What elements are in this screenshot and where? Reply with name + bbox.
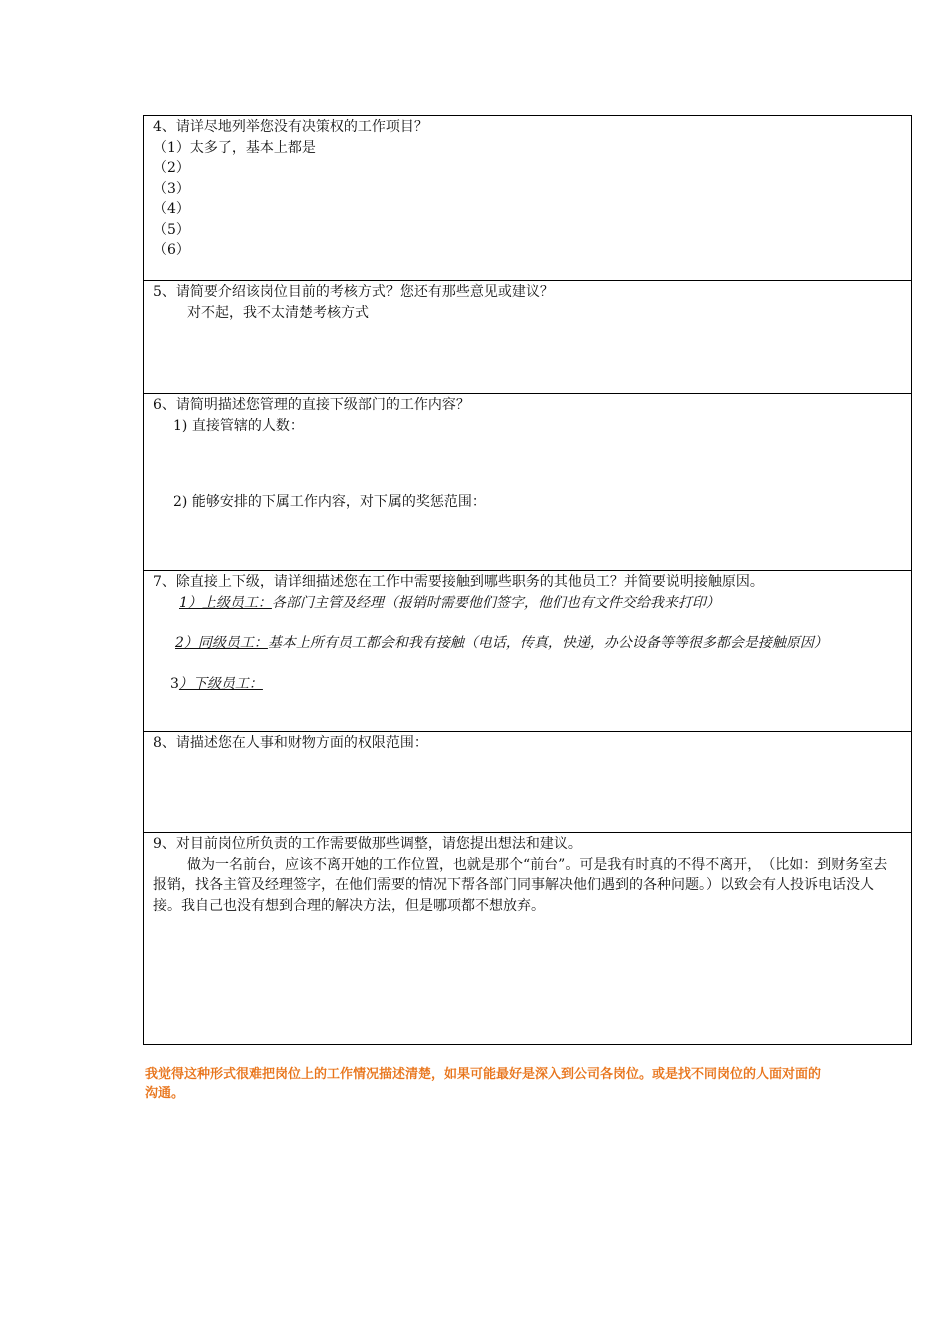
answer-9-rest: （比如：到财务室去报销，找各主管及经理签字，在他们需要的情况下帮各部门同事解决他们遇到的各种问题。）以致会有人投诉电话没人接。我自己也没有想到合理的解决方法，但是哪项都不想放弃。 bbox=[153, 856, 888, 914]
question-9-title: 9、对目前岗位所负责的工作需要做那些调整，请您提出想法和建议。 bbox=[153, 836, 582, 852]
answer-7-peer bbox=[153, 633, 903, 654]
question-6-cell bbox=[144, 393, 911, 570]
question-5-title: 5、请简要介绍该岗位目前的考核方式？您还有那些意见或建议？ bbox=[153, 284, 554, 300]
answer-9-first-line: 做为一名前台，应该不离开她的工作位置，也就是那个“前台”。可是我有时真的不得不离开， bbox=[187, 856, 762, 873]
answer-6-item-2: 2) 能够安排的下属工作内容，对下属的奖惩范围： bbox=[173, 494, 486, 510]
job-description-form bbox=[143, 115, 912, 1045]
question-6-title: 6、请简明描述您管理的直接下级部门的工作内容？ bbox=[153, 397, 470, 413]
answer-6-item-1: 1) 直接管辖的人数： bbox=[173, 417, 304, 434]
question-4-cell bbox=[144, 116, 911, 280]
answer-7-superior bbox=[153, 593, 903, 614]
question-8-cell bbox=[144, 731, 911, 832]
answer-4-item-2: （2） bbox=[153, 160, 190, 176]
question-9-cell bbox=[144, 832, 911, 1044]
peer-label: 2）同级员工： bbox=[175, 635, 268, 651]
question-7-title: 7、除直接上下级，请详细描述您在工作中需要接触到哪些职务的其他员工？并简要说明接触原因。 bbox=[153, 574, 764, 590]
reviewer-comment: 我觉得这种形式很难把岗位上的工作情况描述清楚，如果可能最好是深入到公司各岗位。或是找不同岗位的人面对面的沟通。 bbox=[145, 1067, 822, 1101]
answer-9-text bbox=[153, 855, 903, 917]
answer-4-item-4: （4） bbox=[153, 201, 190, 217]
answer-7-subordinate bbox=[153, 674, 903, 695]
superior-label: 1）上级员工： bbox=[179, 594, 272, 611]
answer-4-item-5: （5） bbox=[153, 221, 190, 238]
answer-5-text: 对不起，我不太清楚考核方式 bbox=[187, 304, 369, 321]
question-5-cell bbox=[144, 280, 911, 393]
question-4-title: 4、请详尽地列举您没有决策权的工作项目？ bbox=[153, 119, 428, 135]
answer-4-item-1: （1）太多了，基本上都是 bbox=[153, 139, 316, 156]
answer-4-item-3: （3） bbox=[153, 180, 190, 197]
subordinate-number: 3 bbox=[170, 675, 179, 692]
peer-text: 基本上所有员工都会和我有接触（电话，传真，快递，办公设备等等很多都会是接触原因） bbox=[267, 635, 828, 651]
superior-text: 各部门主管及经理（报销时需要他们签字，他们也有文件交给我来打印） bbox=[271, 594, 720, 611]
subordinate-label: ）下级员工： bbox=[178, 675, 263, 692]
answer-4-item-6: （6） bbox=[153, 242, 190, 258]
question-8-title: 8、请描述您在人事和财物方面的权限范围： bbox=[153, 735, 428, 751]
question-7-cell bbox=[144, 570, 911, 731]
